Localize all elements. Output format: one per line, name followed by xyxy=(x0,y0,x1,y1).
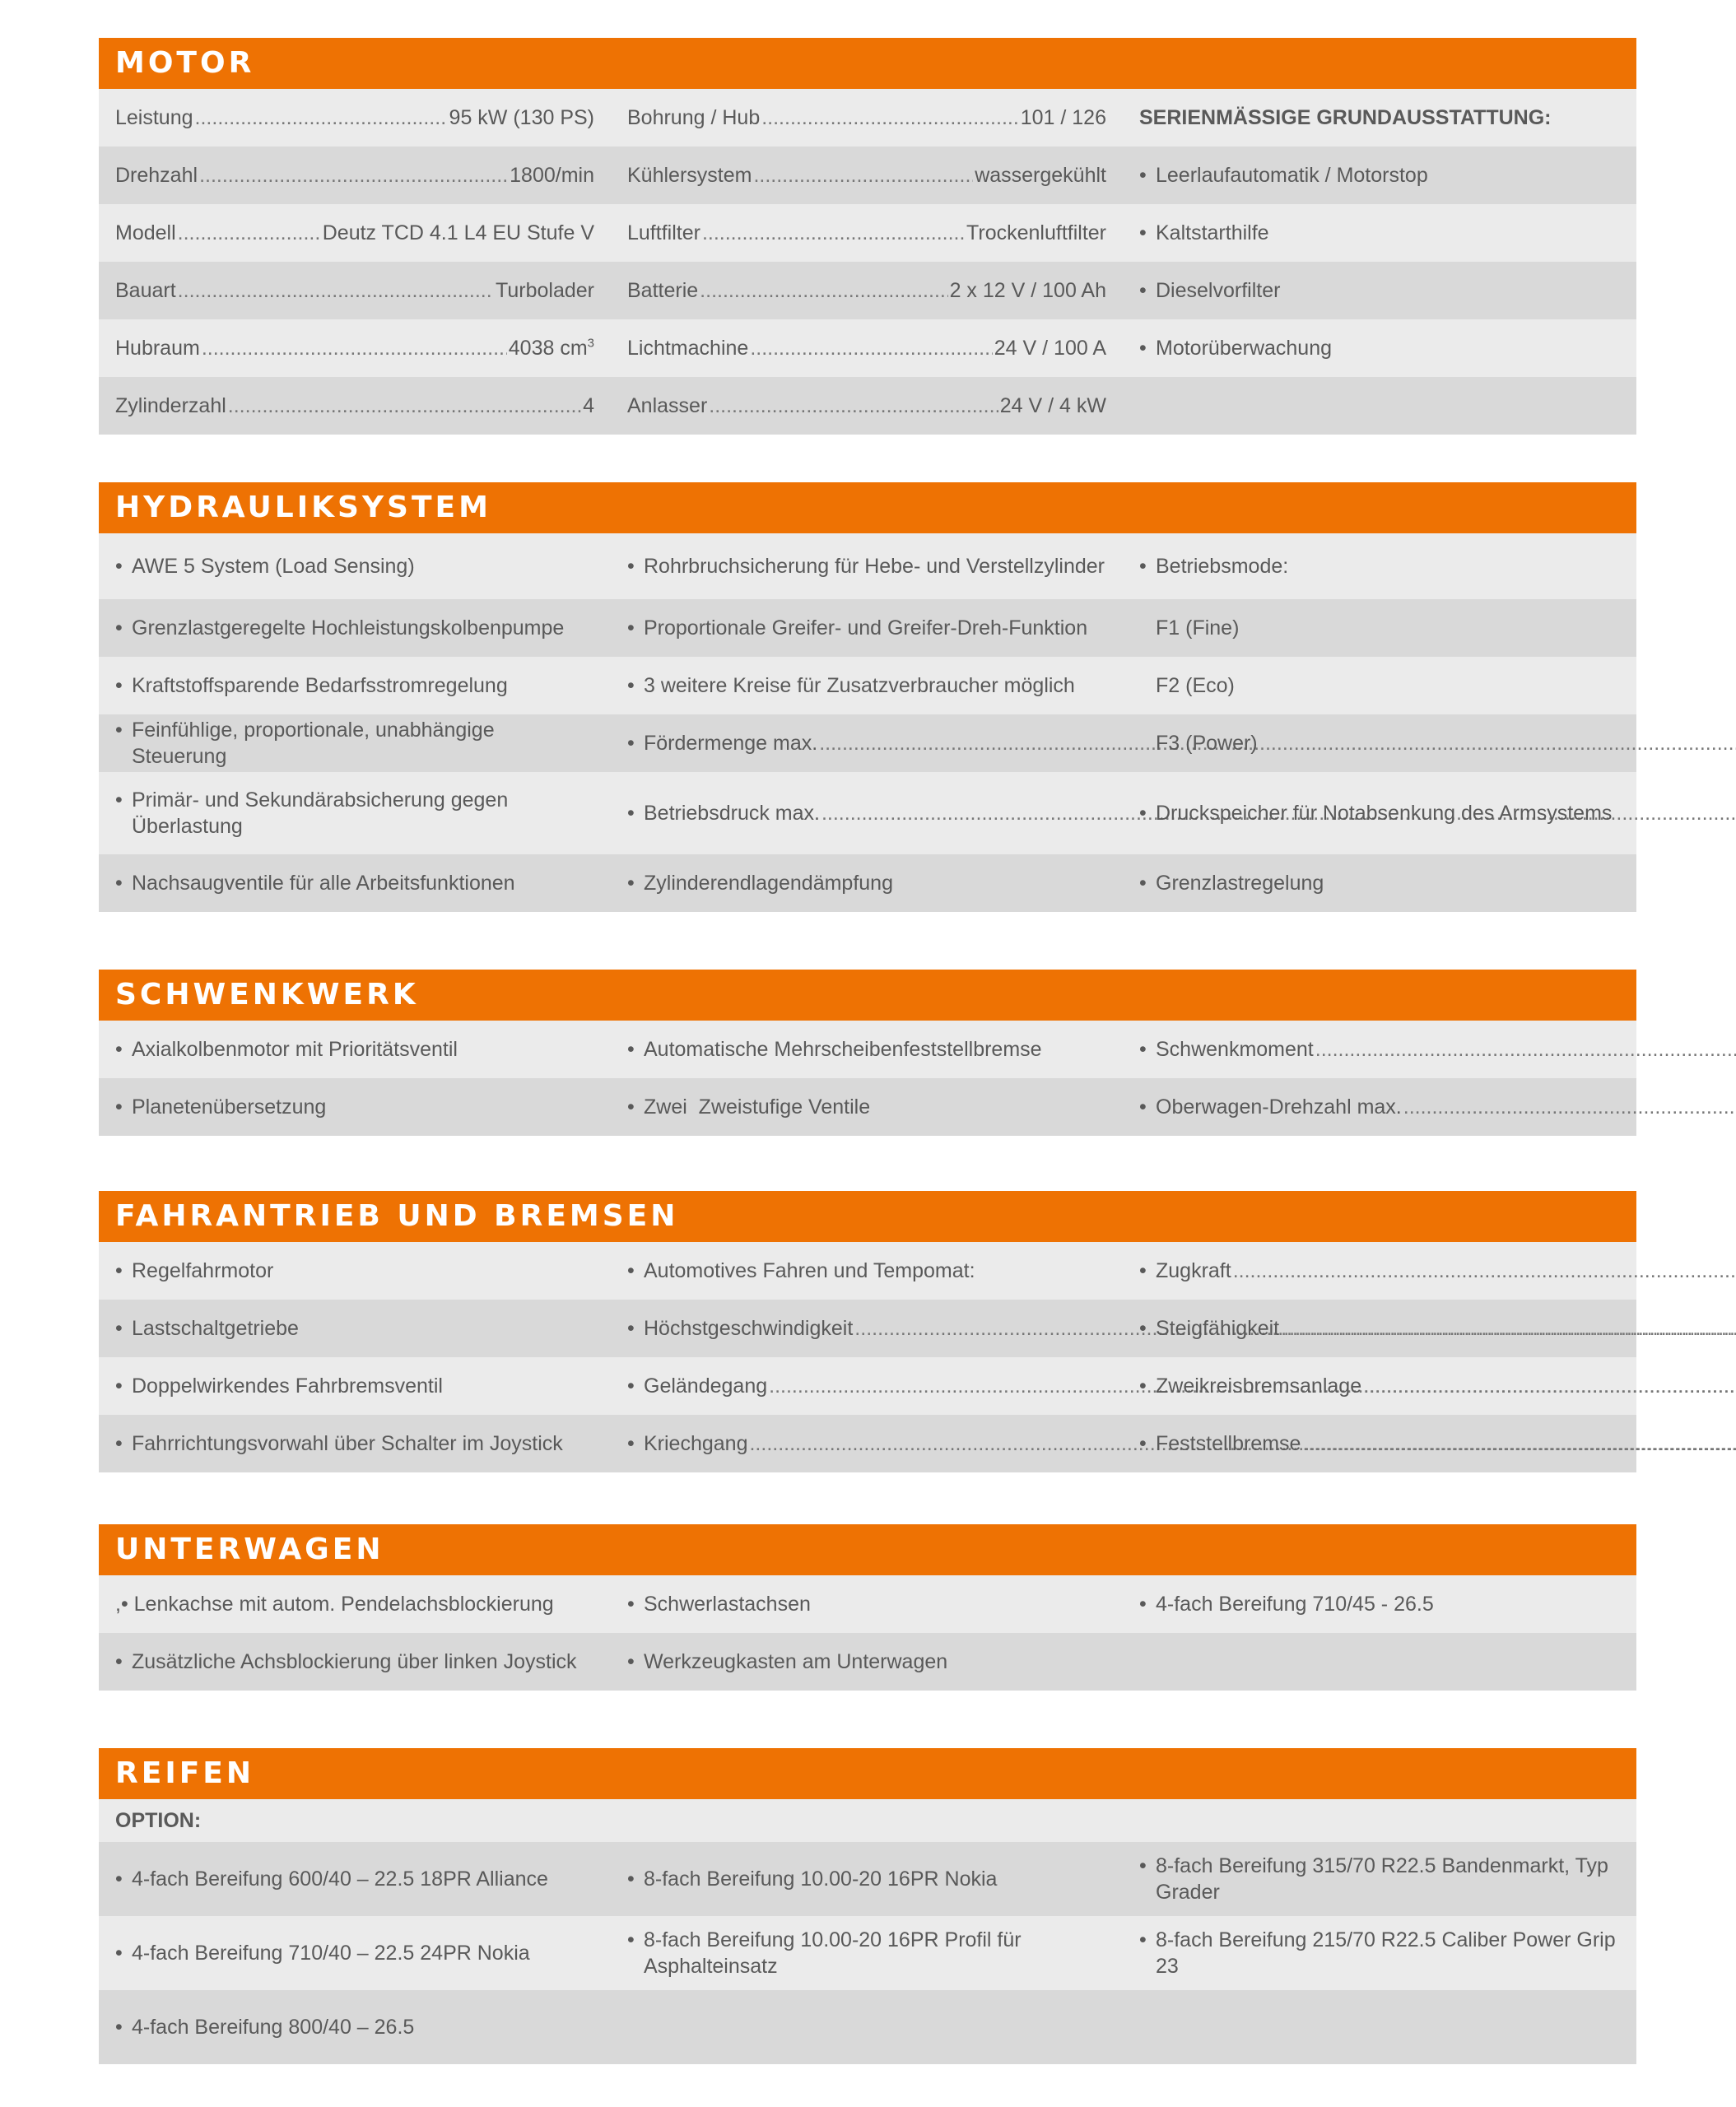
table-row xyxy=(99,533,1636,599)
list-item: • Zwei Zweistufige Ventile xyxy=(627,1095,871,1119)
section-title: FAHRANTRIEB UND BREMSEN xyxy=(99,1191,1636,1242)
table-row xyxy=(99,1078,1636,1136)
list-item: • Zylinderendlagendämpfung xyxy=(627,872,893,895)
list-item: • Feinfühlige, proportionale, unabhängige Steuerung xyxy=(115,719,495,768)
spec-hoechstgeschwindigkeit: • Höchstgeschwindigkeit ..... xyxy=(611,1315,1123,1342)
option-label: OPTION: xyxy=(115,1809,202,1832)
table-row xyxy=(99,1842,1636,1916)
list-item: • Planetenübersetzung xyxy=(115,1095,327,1119)
section-reifen xyxy=(99,1748,1636,2064)
list-item: • 8-fach Bereifung 10.00-20 16PR Profil für Asphalteinsatz xyxy=(627,1928,1022,1978)
spec-anlasser: Anlasser ..... 24 V / 4 kW xyxy=(611,393,1123,419)
table-row xyxy=(99,1916,1636,1990)
list-item: • Dieselvorfilter xyxy=(1139,279,1281,302)
section-motor xyxy=(99,38,1636,435)
list-item: • 8-fach Bereifung 10.00-20 16PR Nokia xyxy=(627,1867,998,1891)
spec-schwenkmoment: • Schwenkmoment ..... xyxy=(1123,1036,1636,1063)
list-item: • Regelfahrmotor xyxy=(115,1259,274,1282)
list-item: • Automotives Fahren und Tempomat: xyxy=(627,1259,975,1282)
spec-drehzahl: Drehzahl ..... 1800/min xyxy=(99,162,611,188)
list-item: • Druckspeicher für Notabsenkung des Armsystems xyxy=(1139,802,1613,825)
table-row xyxy=(99,1357,1636,1415)
list-item: • Grenzlastregelung xyxy=(1139,872,1324,895)
list-item: • Werkzeugkasten am Unterwagen xyxy=(627,1650,948,1673)
list-item: • Nachsaugventile für alle Arbeitsfunktionen xyxy=(115,872,515,895)
list-item: • Rohrbruchsicherung für Hebe- und Verstellzylinder xyxy=(627,555,1105,578)
list-item: • Grenzlastgeregelte Hochleistungskolbenpumpe xyxy=(115,616,565,640)
table-row xyxy=(99,1575,1636,1633)
table-row xyxy=(99,262,1636,319)
list-item: • 8-fach Bereifung 315/70 R22.5 Bandenmarkt, Typ Grader xyxy=(1139,1854,1608,1904)
table-row xyxy=(99,1990,1636,2064)
list-item: • 4-fach Bereifung 600/40 – 22.5 18PR Alliance xyxy=(115,1867,548,1891)
spec-zylinderzahl: Zylinderzahl ..... 4 xyxy=(99,393,611,419)
section-title: MOTOR xyxy=(99,38,1636,89)
table-row xyxy=(99,714,1636,772)
list-item: • 4-fach Bereifung 710/40 – 22.5 24PR Nokia xyxy=(115,1942,530,1965)
section-title: REIFEN xyxy=(99,1748,1636,1799)
list-item: • Doppelwirkendes Fahrbremsventil xyxy=(115,1374,443,1398)
table-row xyxy=(99,1021,1636,1078)
list-item: • Automatische Mehrscheibenfeststellbremse xyxy=(627,1038,1042,1061)
list-item: • Kaltstarthilfe xyxy=(1139,221,1269,244)
spec-hubraum: Hubraum ..... 4038 $cm^3$ xyxy=(99,335,611,361)
list-item: • Betriebsmode: xyxy=(1139,555,1289,578)
list-item: • Zusätzliche Achsblockierung über linken Joystick xyxy=(115,1650,577,1673)
standard-equipment-title: SERIENMÄSSIGE GRUNDAUSSTATTUNG: xyxy=(1139,106,1552,129)
table-row xyxy=(99,204,1636,262)
mode-item: F3 (Power) xyxy=(1156,732,1258,755)
spec-luftfilter: Luftfilter ..... Trockenluftfilter xyxy=(611,220,1123,246)
spec-modell: Modell ..... Deutz TCD 4.1 L4 EU Stufe V xyxy=(99,220,611,246)
table-row xyxy=(99,1633,1636,1691)
section-schwenkwerk xyxy=(99,970,1636,1136)
list-item: • 4-fach Bereifung 710/45 - 26.5 xyxy=(1139,1593,1434,1616)
spec-steigfaehigkeit: • Steigfähigkeit ..... xyxy=(1123,1315,1636,1342)
table-row xyxy=(99,1242,1636,1300)
list-item: ,• Lenkachse mit autom. Pendelachsblockierung xyxy=(115,1593,554,1616)
spec-zweikreisbremsanlage: • Zweikreisbremsanlage ..... xyxy=(1123,1373,1636,1399)
list-item: • Lastschaltgetriebe xyxy=(115,1317,299,1340)
section-hydraulik xyxy=(99,482,1636,912)
mode-item: F1 (Fine) xyxy=(1156,616,1240,640)
mode-item: F2 (Eco) xyxy=(1156,674,1235,697)
table-row xyxy=(99,772,1636,854)
list-item: • 8-fach Bereifung 215/70 R22.5 Caliber Power Grip 23 xyxy=(1139,1928,1616,1978)
list-item: • Kraftstoffsparende Bedarfsstromregelung xyxy=(115,674,508,697)
table-row xyxy=(99,1799,1636,1842)
section-title: UNTERWAGEN xyxy=(99,1524,1636,1575)
spec-lichtmachine: Lichtmachine ..... 24 V / 100 A xyxy=(611,335,1123,361)
spec-foerdermenge: • Fördermenge max. ..... xyxy=(611,730,1123,756)
list-item: • Leerlaufautomatik / Motorstop xyxy=(1139,164,1428,187)
spec-kuehlersystem: Kühlersystem ..... wassergekühlt xyxy=(611,162,1123,188)
spec-kriechgang: • Kriechgang ..... xyxy=(611,1430,1123,1457)
table-row xyxy=(99,854,1636,912)
table-row xyxy=(99,377,1636,435)
spec-leistung: Leistung ..... 95 kW (130 PS) xyxy=(99,105,611,131)
table-row xyxy=(99,147,1636,204)
table-row xyxy=(99,657,1636,714)
list-item: • 3 weitere Kreise für Zusatzverbraucher möglich xyxy=(627,674,1075,697)
list-item: • Schwerlastachsen xyxy=(627,1593,811,1616)
spec-bauart: Bauart ..... Turbolader xyxy=(99,277,611,304)
table-row xyxy=(99,319,1636,377)
list-item: • Axialkolbenmotor mit Prioritätsventil xyxy=(115,1038,458,1061)
list-item: • AWE 5 System (Load Sensing) xyxy=(115,555,415,578)
spec-zugkraft: • Zugkraft ..... xyxy=(1123,1258,1636,1284)
list-item: • 4-fach Bereifung 800/40 – 26.5 xyxy=(115,2016,415,2039)
spec-gelaendegang: • Geländegang ..... xyxy=(611,1373,1123,1399)
list-item: • Fahrrichtungsvorwahl über Schalter im Joystick xyxy=(115,1432,563,1455)
spec-feststellbremse: • Feststellbremse ..... xyxy=(1123,1430,1636,1457)
list-item: • Proportionale Greifer- und Greifer-Dreh-Funktion xyxy=(627,616,1088,640)
list-item: • Motorüberwachung xyxy=(1139,337,1333,360)
table-row xyxy=(99,599,1636,657)
spec-betriebsdruck: • Betriebsdruck max. ..... xyxy=(611,800,1123,826)
spec-batterie: Batterie ..... 2 x 12 V / 100 Ah xyxy=(611,277,1123,304)
section-title: HYDRAULIKSYSTEM xyxy=(99,482,1636,533)
list-item: • Primär- und Sekundärabsicherung gegen Überlastung xyxy=(115,788,509,838)
table-row xyxy=(99,1415,1636,1472)
section-fahrantrieb xyxy=(99,1191,1636,1472)
table-row xyxy=(99,1300,1636,1357)
section-title: SCHWENKWERK xyxy=(99,970,1636,1021)
section-unterwagen xyxy=(99,1524,1636,1691)
table-row xyxy=(99,89,1636,147)
spec-oberwagen-drehzahl: • Oberwagen-Drehzahl max. ..... xyxy=(1123,1094,1636,1120)
spec-bohrung: Bohrung / Hub ..... 101 / 126 xyxy=(611,105,1123,131)
